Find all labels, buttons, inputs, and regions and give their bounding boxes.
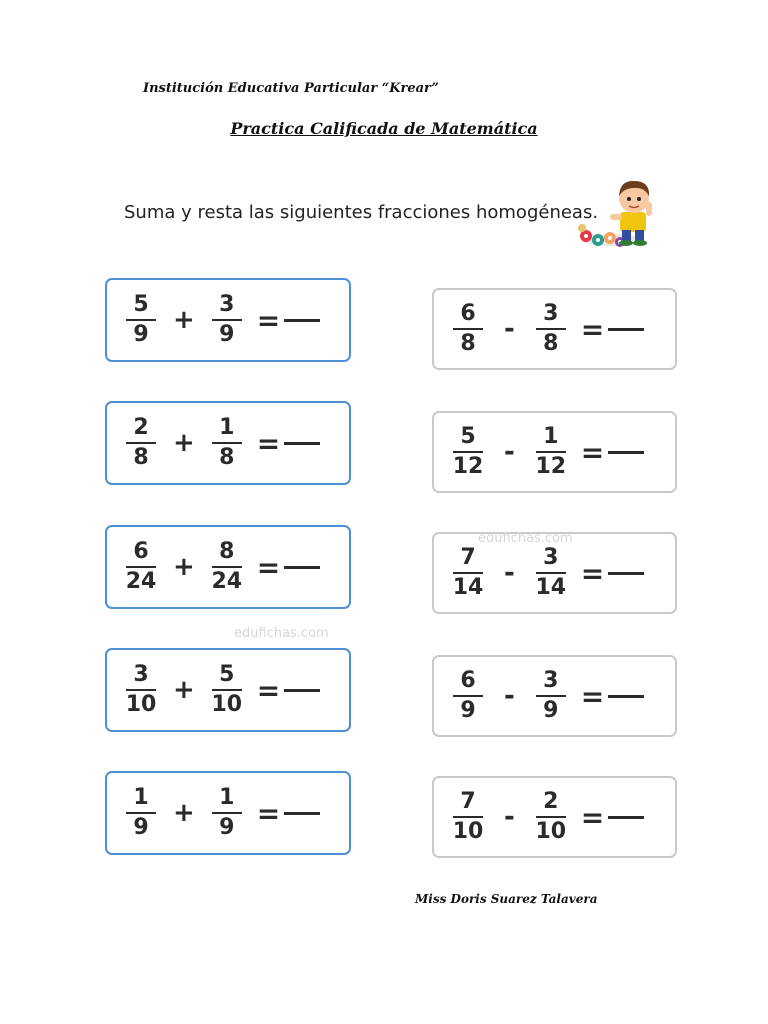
fraction — [533, 668, 569, 724]
page-title: Practica Calificada de Matemática — [230, 119, 538, 138]
fraction-bar — [536, 572, 566, 574]
equals-sign: = — [580, 556, 605, 590]
denominator: 24 — [211, 569, 243, 594]
answer-blank[interactable] — [608, 572, 644, 575]
addition-exercise — [105, 648, 351, 732]
operator: - — [504, 802, 515, 832]
fraction-bar — [212, 319, 242, 321]
fraction-bar — [536, 816, 566, 818]
equals-sign: = — [256, 796, 281, 830]
subtraction-exercise — [432, 411, 677, 493]
numerator: 1 — [543, 424, 559, 449]
denominator: 9 — [133, 322, 149, 347]
denominator: 9 — [219, 322, 235, 347]
numerator: 2 — [133, 415, 149, 440]
fraction — [123, 292, 159, 348]
operator: - — [504, 558, 515, 588]
addition-exercise — [105, 525, 351, 609]
fraction — [209, 662, 245, 718]
addition-exercise — [105, 771, 351, 855]
denominator: 14 — [452, 575, 484, 600]
equals-sign: = — [256, 303, 281, 337]
subtraction-exercise — [432, 776, 677, 858]
operator: - — [504, 437, 515, 467]
operator: + — [173, 798, 195, 828]
fraction — [533, 301, 569, 357]
fraction — [123, 539, 159, 595]
fraction — [209, 785, 245, 841]
numerator: 6 — [133, 539, 149, 564]
denominator: 12 — [452, 454, 484, 479]
fraction-bar — [453, 328, 483, 330]
numerator: 6 — [460, 668, 476, 693]
fraction — [209, 292, 245, 348]
fraction-bar — [126, 566, 156, 568]
numerator: 2 — [543, 789, 559, 814]
numerator: 3 — [543, 301, 559, 326]
numerator: 6 — [460, 301, 476, 326]
operator: + — [173, 675, 195, 705]
answer-blank[interactable] — [284, 812, 320, 815]
operator: + — [173, 552, 195, 582]
fraction — [209, 415, 245, 471]
fraction-bar — [536, 328, 566, 330]
fraction — [450, 668, 486, 724]
equals-sign: = — [580, 679, 605, 713]
denominator: 9 — [219, 815, 235, 840]
operator: + — [173, 428, 195, 458]
numerator: 7 — [460, 789, 476, 814]
fraction-bar — [126, 812, 156, 814]
denominator: 9 — [460, 698, 476, 723]
denominator: 9 — [543, 698, 559, 723]
fraction — [123, 785, 159, 841]
numerator: 3 — [133, 662, 149, 687]
fraction-bar — [212, 812, 242, 814]
fraction — [123, 662, 159, 718]
answer-blank[interactable] — [608, 816, 644, 819]
numerator: 3 — [543, 545, 559, 570]
numerator: 5 — [133, 292, 149, 317]
equals-sign: = — [256, 550, 281, 584]
denominator: 8 — [543, 331, 559, 356]
answer-blank[interactable] — [284, 566, 320, 569]
fraction — [123, 415, 159, 471]
fraction — [450, 545, 486, 601]
subtraction-exercise — [432, 288, 677, 370]
fraction-bar — [536, 451, 566, 453]
school-name: Institución Educativa Particular “Krear” — [143, 81, 439, 96]
numerator: 3 — [543, 668, 559, 693]
equals-sign: = — [256, 426, 281, 460]
answer-blank[interactable] — [284, 442, 320, 445]
fraction-bar — [212, 689, 242, 691]
watermark: edufichas.com — [234, 626, 329, 641]
fraction — [533, 424, 569, 480]
fraction — [209, 539, 245, 595]
fraction — [533, 545, 569, 601]
fraction — [533, 789, 569, 845]
denominator: 24 — [125, 569, 157, 594]
numerator: 1 — [219, 785, 235, 810]
instruction-text: Suma y resta las siguientes fracciones homogéneas. — [124, 202, 599, 223]
numerator: 3 — [219, 292, 235, 317]
denominator: 8 — [219, 445, 235, 470]
answer-blank[interactable] — [608, 695, 644, 698]
equals-sign: = — [580, 800, 605, 834]
denominator: 10 — [211, 692, 243, 717]
denominator: 10 — [125, 692, 157, 717]
answer-blank[interactable] — [284, 319, 320, 322]
fraction-bar — [212, 566, 242, 568]
numerator: 7 — [460, 545, 476, 570]
fraction — [450, 789, 486, 845]
addition-exercise — [105, 278, 351, 362]
fraction-bar — [453, 816, 483, 818]
numerator: 1 — [219, 415, 235, 440]
denominator: 14 — [535, 575, 567, 600]
fraction — [450, 424, 486, 480]
operator: - — [504, 314, 515, 344]
denominator: 10 — [452, 819, 484, 844]
fraction-bar — [453, 572, 483, 574]
fraction — [450, 301, 486, 357]
denominator: 8 — [460, 331, 476, 356]
watermark: edufichas.com — [478, 531, 573, 546]
denominator: 9 — [133, 815, 149, 840]
equals-sign: = — [256, 673, 281, 707]
fraction-bar — [453, 695, 483, 697]
denominator: 10 — [535, 819, 567, 844]
fraction-bar — [212, 442, 242, 444]
numerator: 8 — [219, 539, 235, 564]
equals-sign: = — [580, 435, 605, 469]
teacher-signature: Miss Doris Suarez Talavera — [415, 892, 598, 906]
operator: - — [504, 681, 515, 711]
answer-blank[interactable] — [608, 328, 644, 331]
fraction-bar — [536, 695, 566, 697]
fraction-bar — [453, 451, 483, 453]
fraction-bar — [126, 442, 156, 444]
answer-blank[interactable] — [284, 689, 320, 692]
denominator: 8 — [133, 445, 149, 470]
numerator: 1 — [133, 785, 149, 810]
addition-exercise — [105, 401, 351, 485]
denominator: 12 — [535, 454, 567, 479]
child-mascot-illustration — [574, 178, 666, 248]
operator: + — [173, 305, 195, 335]
numerator: 5 — [219, 662, 235, 687]
subtraction-exercise — [432, 655, 677, 737]
numerator: 5 — [460, 424, 476, 449]
equals-sign: = — [580, 312, 605, 346]
fraction-bar — [126, 689, 156, 691]
fraction-bar — [126, 319, 156, 321]
answer-blank[interactable] — [608, 451, 644, 454]
